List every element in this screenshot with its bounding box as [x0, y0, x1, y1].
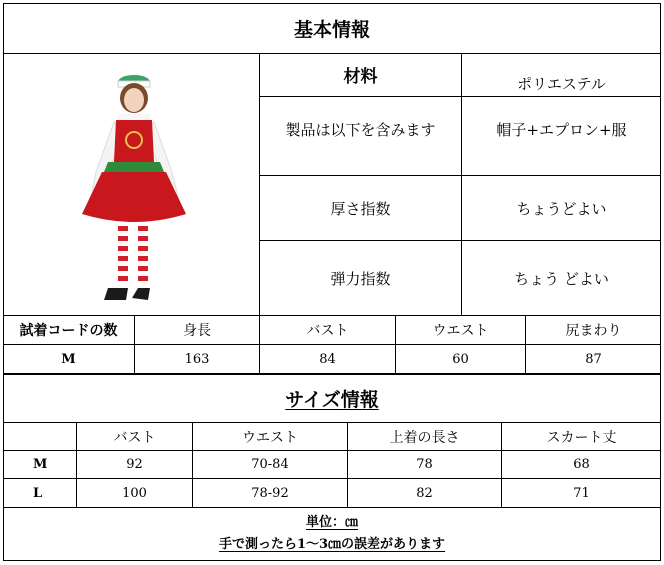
- size-cell: 78: [416, 457, 433, 472]
- size-header: [3, 423, 76, 450]
- model-header: 身長: [183, 323, 211, 339]
- size-cell: 70-84: [251, 457, 289, 472]
- size-cell: 82: [416, 485, 433, 501]
- model-value: 163: [184, 352, 210, 367]
- size-cell: 68: [573, 457, 590, 472]
- label-material: 材料: [343, 67, 378, 87]
- size-cell: 78-92: [251, 485, 289, 501]
- model-header: 試着コードの数: [19, 323, 118, 339]
- value-material: ポリエステル: [517, 75, 606, 93]
- elf-costume-image: [4, 54, 259, 315]
- model-header: ウエスト: [432, 323, 489, 339]
- model-value: 84: [319, 352, 336, 367]
- unit-text: 単位：㎝: [305, 514, 358, 530]
- model-header: バスト: [306, 323, 349, 339]
- size-row-label: L: [33, 485, 43, 501]
- size-header: バスト: [113, 429, 156, 446]
- size-cell: 92: [126, 457, 143, 472]
- size-header: ウエスト: [242, 429, 298, 446]
- unit-note: [3, 508, 661, 532]
- value-contents: 帽子+エプロン+服: [496, 121, 627, 139]
- size-cell: 71: [573, 485, 590, 501]
- model-value: 87: [585, 352, 602, 367]
- size-cell: 100: [122, 485, 147, 501]
- product-photo: [4, 54, 259, 315]
- model-header: 尻まわり: [565, 323, 622, 339]
- size-info-title: サイズ情報: [285, 388, 379, 411]
- measurement-note: [3, 530, 661, 554]
- label-thickness: 厚さ指数: [330, 199, 391, 218]
- size-info-title-box: [3, 374, 661, 422]
- size-header: スカート丈: [546, 429, 617, 446]
- size-row-label: M: [33, 457, 48, 472]
- value-elasticity: ちょう どよい: [514, 269, 609, 288]
- label-contents: 製品は以下を含みます: [285, 121, 436, 139]
- measurement-text: 手で測ったら1～3㎝の誤差があります: [218, 536, 446, 552]
- label-elasticity: 弾力指数: [330, 269, 391, 288]
- model-value: 60: [452, 352, 469, 367]
- model-value: M: [61, 352, 76, 367]
- value-thickness: ちょうどよい: [516, 199, 607, 218]
- size-header: 上着の長さ: [389, 429, 460, 446]
- basic-info-title: 基本情報: [293, 18, 370, 41]
